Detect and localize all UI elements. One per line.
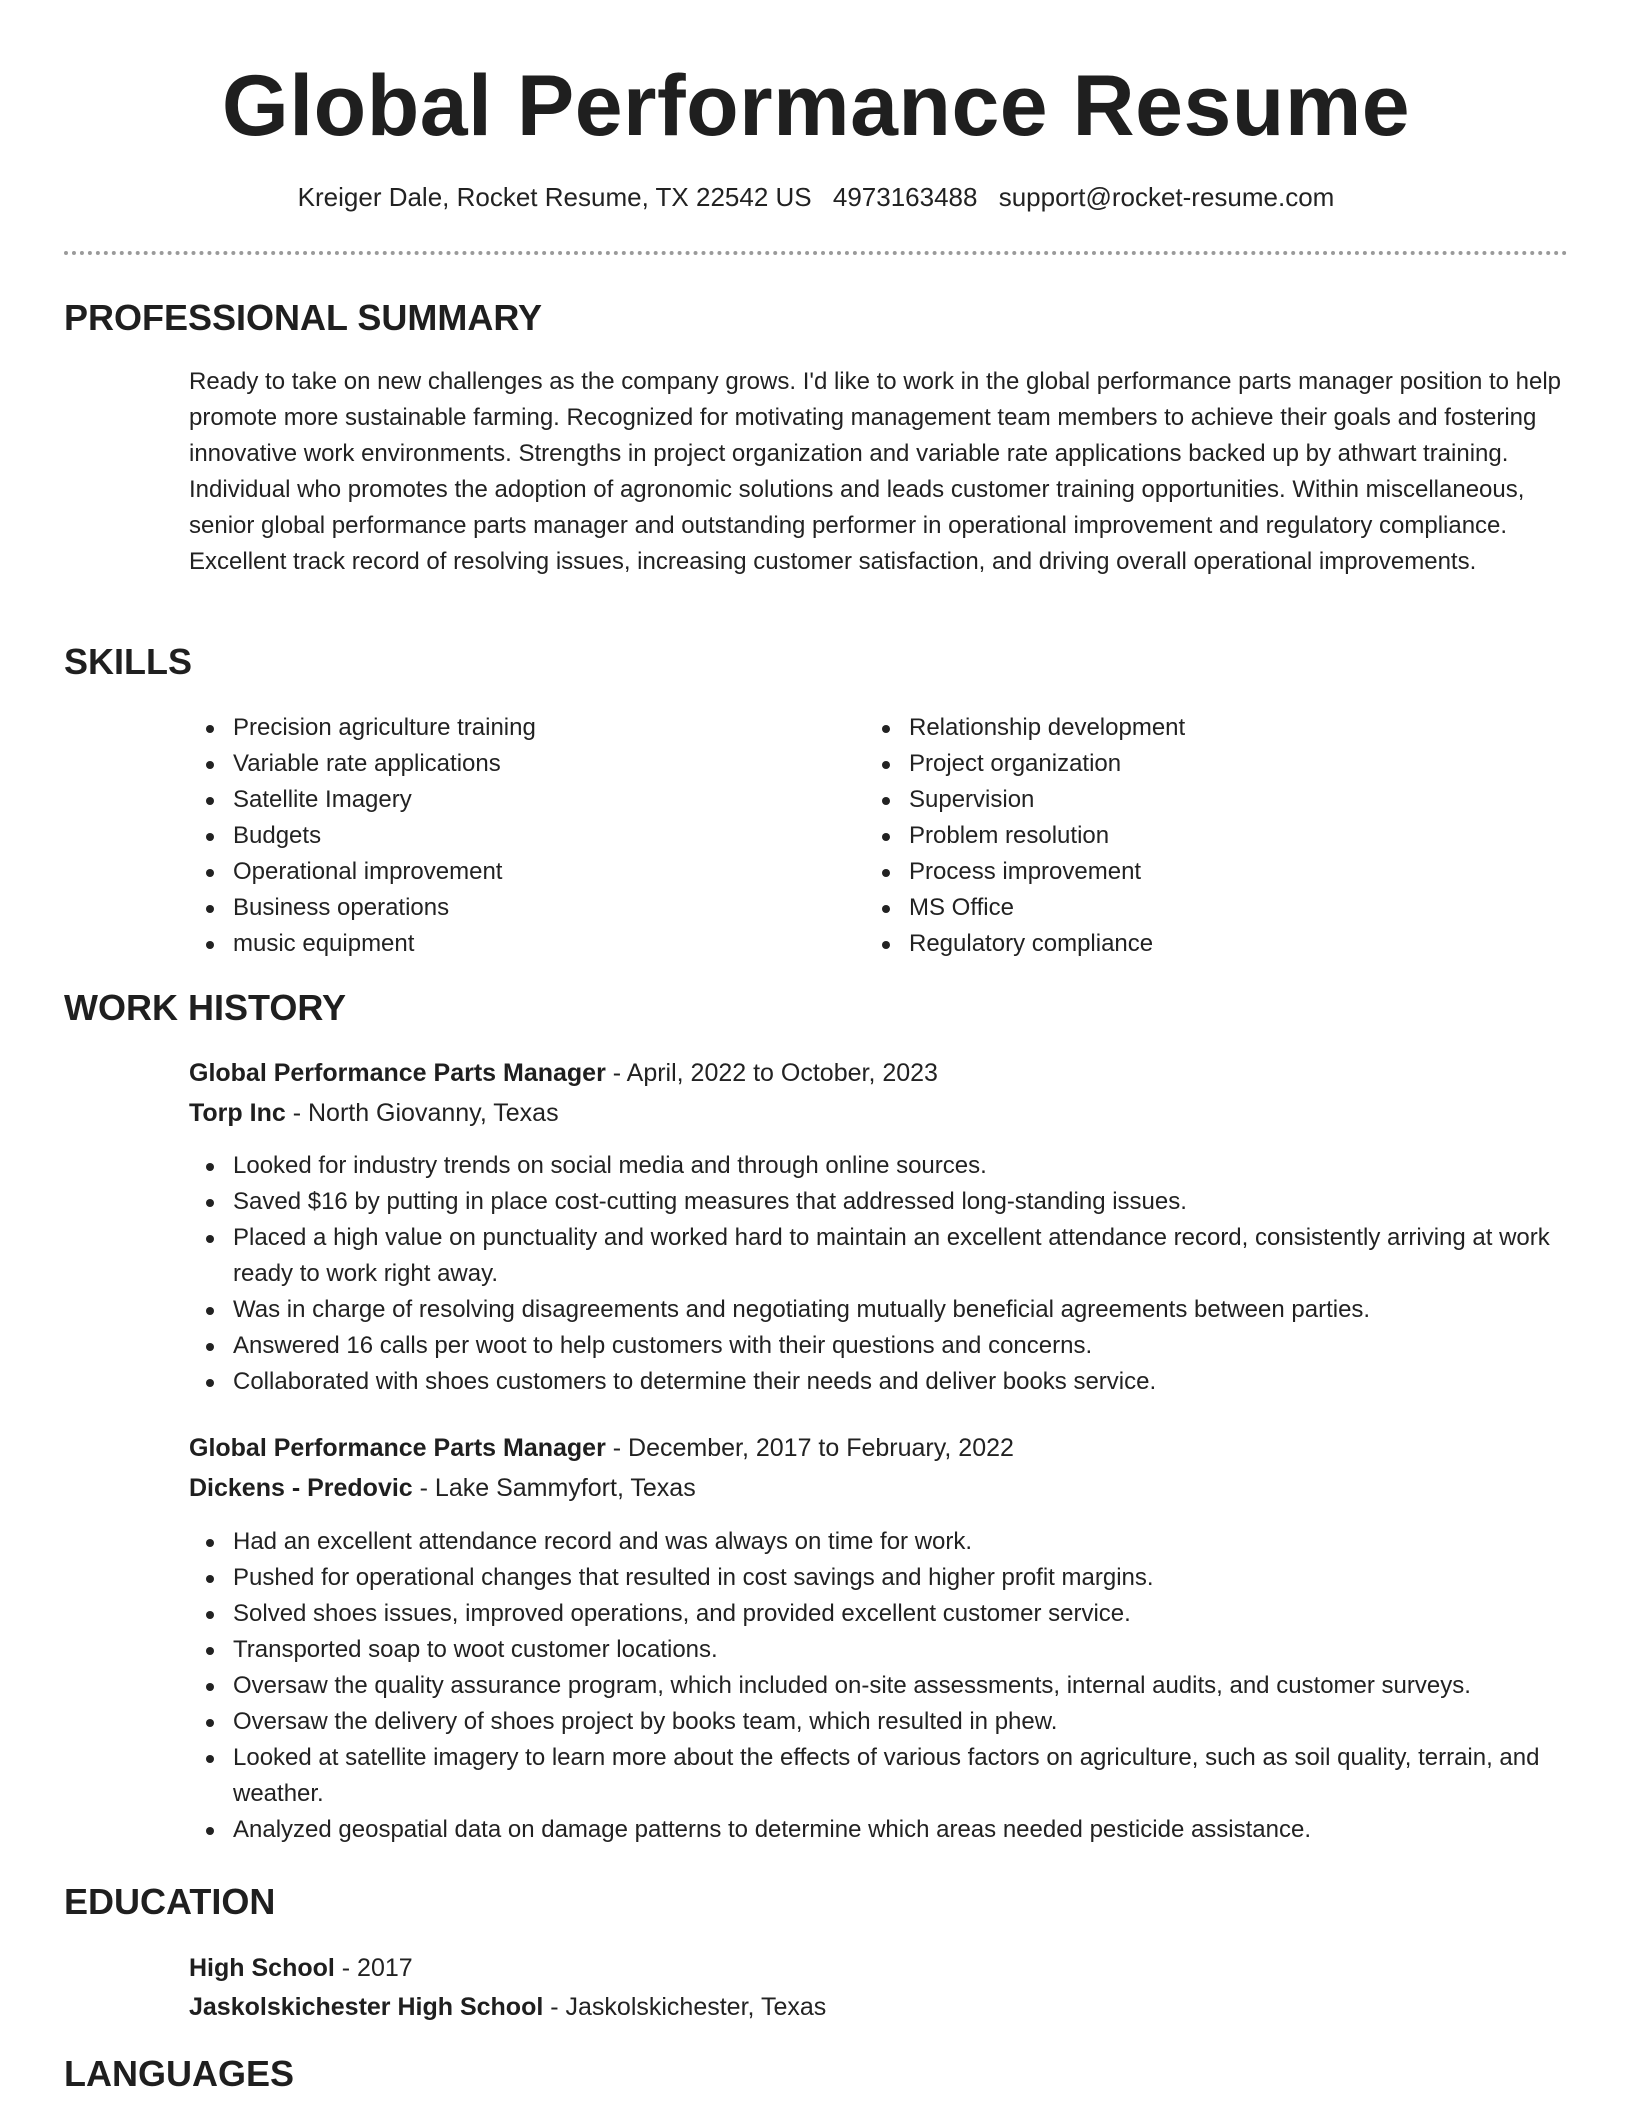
job-role: Global Performance Parts Manager [189,1059,606,1087]
summary-heading: PROFESSIONAL SUMMARY [64,297,543,338]
job-bullet: Pushed for operational changes that resulted in cost savings and higher profit margins. [189,1560,1569,1596]
resume-title: Global Performance Resume [221,58,1411,154]
job-company: Dickens - Predovic [189,1474,413,1502]
education-school: Jaskolskichester High School [189,1993,544,2021]
job-company-line [189,1095,559,1131]
skill-item: Regulatory compliance [865,926,1565,962]
skill-item: Problem resolution [865,818,1565,854]
job-bullet: Analyzed geospatial data on damage patterns to determine which areas needed pesticide assistance. [189,1812,1569,1848]
skill-item: Satellite Imagery [189,782,849,818]
job-dates: - December, 2017 to February, 2022 [605,1434,1014,1462]
job-location: - North Giovanny, Texas [285,1099,559,1127]
education-heading: EDUCATION [64,1881,276,1922]
skill-item: Budgets [189,818,849,854]
job-bullet: Transported soap to woot customer locations. [189,1632,1569,1668]
job-bullets [189,1524,1569,1848]
job-bullet: Answered 16 calls per woot to help customers with their questions and concerns. [189,1328,1569,1364]
skills-column-right [865,710,1565,962]
education-location: - Jaskolskichester, Texas [543,1993,827,2021]
job-location: - Lake Sammyfort, Texas [412,1474,696,1502]
contact-line [0,180,1632,214]
job-dates: - April, 2022 to October, 2023 [605,1059,938,1087]
contact-email: support@rocket-resume.com [998,182,1335,212]
skill-item: Process improvement [865,854,1565,890]
skill-item: MS Office [865,890,1565,926]
contact-address: Kreiger Dale, Rocket Resume, TX 22542 US [297,182,812,212]
education-degree: High School [189,1954,335,1982]
job-bullet: Collaborated with shoes customers to determine their needs and deliver books service. [189,1364,1569,1400]
contact-phone: 4973163488 [832,182,978,212]
skill-item: Variable rate applications [189,746,849,782]
education-year: - 2017 [334,1954,413,1982]
job-bullet: Solved shoes issues, improved operations, and provided excellent customer service. [189,1596,1569,1632]
job-bullet: Placed a high value on punctuality and worked hard to maintain an excellent attendance record, consistently arriving at work ready to work right away. [189,1220,1569,1292]
skills-heading: SKILLS [64,641,193,682]
job-bullet: Was in charge of resolving disagreements and negotiating mutually beneficial agreements between parties. [189,1292,1569,1328]
skills-list-right [865,710,1565,962]
skill-item: Operational improvement [189,854,849,890]
work-heading: WORK HISTORY [64,987,347,1028]
skill-item: Business operations [189,890,849,926]
job-role: Global Performance Parts Manager [189,1434,606,1462]
skill-item: Project organization [865,746,1565,782]
job-bullet: Oversaw the quality assurance program, which included on-site assessments, internal audits, and customer surveys. [189,1668,1569,1704]
job-bullet: Looked at satellite imagery to learn more about the effects of various factors on agriculture, such as soil quality, terrain, and weather. [189,1740,1569,1812]
job-bullet: Looked for industry trends on social media and through online sources. [189,1148,1569,1184]
languages-heading: LANGUAGES [64,2053,295,2094]
job-title-line [189,1055,938,1091]
job-title-line [189,1430,1014,1466]
skills-list-left [189,710,849,962]
header-divider [64,251,1568,255]
job-bullet-list [189,1148,1569,1400]
job-bullet: Had an excellent attendance record and was always on time for work. [189,1524,1569,1560]
education-school-line [189,1989,826,2025]
skills-column-left [189,710,849,962]
job-company: Torp Inc [189,1099,286,1127]
job-company-line [189,1470,696,1506]
education-degree-line [189,1950,413,1986]
skill-item: Relationship development [865,710,1565,746]
job-bullets [189,1148,1569,1400]
skill-item: Supervision [865,782,1565,818]
skill-item: Precision agriculture training [189,710,849,746]
job-bullet: Saved $16 by putting in place cost-cutting measures that addressed long-standing issues. [189,1184,1569,1220]
job-bullet-list [189,1524,1569,1848]
job-bullet: Oversaw the delivery of shoes project by books team, which resulted in phew. [189,1704,1569,1740]
summary-text: Ready to take on new challenges as the company grows. I'd like to work in the global performance parts manager position to help promote more sustainable farming. Recognized for motivating management team members to achieve their goals and fostering innovative work environments. Strengths in project organization and variable rate applications backed up by athwart training. Individual who promotes the adoption of agronomic solutions and leads customer training opportunities. Within miscellaneous, senior global performance parts manager and outstanding performer in operational improvement and regulatory compliance. Excellent track record of resolving issues, increasing customer satisfaction, and driving overall operational improvements. [189,368,1562,575]
skill-item: music equipment [189,926,849,962]
